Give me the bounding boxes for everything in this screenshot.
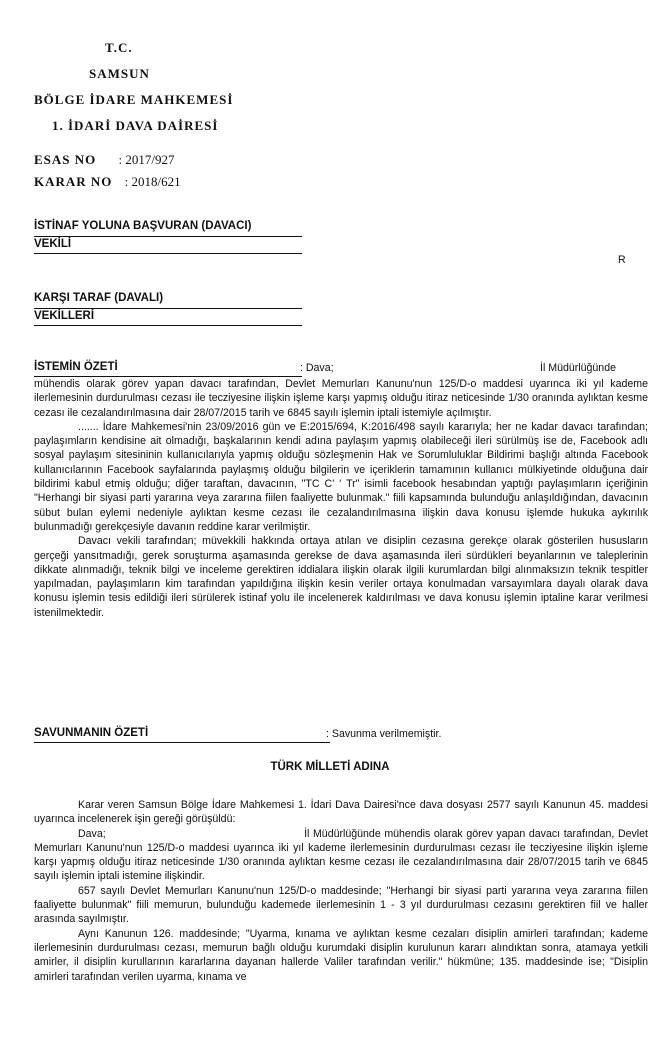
istemin-ozeti-lead: : Dava; — [300, 362, 334, 374]
savunma-text: : Savunma verilmemiştir. — [326, 728, 442, 740]
karar-paragraph: Karar veren Samsun Bölge İdare Mahkemesi 1. İdari Dava Dairesi'nce dava dosyası 2577 sayılı Kanunun 45. maddesi uyarınca incelenerek işin gereği görüşüldü: — [34, 799, 648, 826]
savunma-underline — [34, 742, 330, 743]
appellant-vekil-underline — [34, 253, 302, 254]
turk-milleti-adina-title: TÜRK MİLLETİ ADINA — [270, 761, 390, 773]
karar-label: KARAR NO — [34, 174, 113, 189]
istemin-ozeti-paragraph: mühendis olarak görev yapan davacı tarafından, Devlet Memurları Kanunu'nun 125/D-o maddesi uyarınca iki yıl kademe ilerlemesinin durdurulması cezası ile tecziyesine ilişkin işleme karşı yapmış olduğu itiraz neticesinde 1/30 oranında aylıktan kesme cezası ile cezalandırılmasına dair 28/07/2015 tarih ve 6845 sayılı işlemin iptali istemiyle açılmıştır. — [34, 378, 648, 419]
appellant-vekil-label: VEKİLİ — [34, 238, 72, 250]
header-city: SAMSUN — [89, 66, 150, 81]
respondent-underline — [34, 308, 302, 309]
istemin-ozeti-body — [34, 377, 648, 620]
istemin-ozeti-paragraph: Davacı vekili tarafından; müvekkili hakkında ortaya atılan ve disiplin cezasına gerekçe olarak gösterilen hususların gerçeği yansıtmadığı, gerek soruşturma aşamasında gerekse de dava aşamasında ileri sürdükleri beyanlarının ve taleplerinin dikkate alınmadığı, teknik bilgi ve inceleme gerektiren iddialara ilişkin olarak ilgili kurumlardan bilgi alınmaksızın teknik tespitler yapılmadan, paylaşımların kim tarafından yapıldığına ilişkin kesin veriler ortaya konulmadan varsayımlara dayalı olarak dava konusu işlemin tesis edildiği ileri sürülerek istinaf yolu ile incelenerek kaldırılması ve dava konusu işlemin iptaline karar verilmesi istenilmektedir. — [34, 535, 648, 619]
header-chamber: 1. İDARİ DAVA DAİRESİ — [52, 118, 219, 133]
karar-row — [34, 174, 181, 190]
header-tc: T.C. — [105, 40, 133, 55]
appellant-title: İSTİNAF YOLUNA BAŞVURAN (DAVACI) — [34, 220, 252, 232]
header-court: BÖLGE İDARE MAHKEMESİ — [34, 92, 234, 107]
karar-paragraph: Aynı Kanunun 126. maddesinde; "Uyarma, kınama ve aylıktan kesme cezaları disiplin amirleri tarafından; kademe ilerlemesinin durdurulması cezası, memurun bağlı olduğu kurumdaki disiplin kurulunun kararı alındıktan sonra, atamaya yetkili amirler, il disiplin kurullarının kararlarına dayanan hallerde Valiler tarafından verilir." hükmüne; 135. maddesinde ise; "Disiplin amirleri tarafından verilen uyarma, kınama ve — [34, 927, 648, 983]
istemin-ozeti-lead-right: İl Müdürlüğünde — [540, 362, 616, 374]
esas-label: ESAS NO — [34, 152, 97, 167]
esas-row — [34, 152, 175, 168]
savunma-heading: SAVUNMANIN ÖZETİ — [34, 727, 149, 739]
esas-value: : 2017/927 — [118, 152, 175, 167]
appellant-underline — [34, 236, 302, 237]
karar-paragraph: 657 sayılı Devlet Memurları Kanunu'nun 125/D-o maddesinde; "Herhangi bir siyasi parti yararına veya zararına fiilen faaliyette bulunmak" fiili memurun, bulunduğu kademede ilerlemesinin 1 - 3 yıl durdurulması cezasını gerektiren fiil ve haller arasında sayılmıştır. — [34, 884, 648, 926]
istemin-ozeti-heading: İSTEMİN ÖZETİ — [34, 361, 118, 373]
respondent-title: KARŞI TARAF (DAVALI) — [34, 292, 164, 304]
karar-body — [34, 798, 651, 984]
karar-value: : 2018/621 — [124, 174, 181, 189]
redacted-stray-letter: R — [618, 254, 626, 266]
karar-paragraph: Dava; İl Müdürlüğünde mühendis olarak görev yapan davacı tarafından, Devlet Memurları Kanunu'nun 125/D-o maddesi uyarınca iki yıl kademe ilerlemesinin durdurulması cezası ile tecziyesine ilişkin işleme karşı yapmış olduğu itiraz neticesinde 1/30 oranında aylıktan kesme cezası ile cezalandırılmasına dair 28/07/2015 tarih ve 6845 sayılı işlemin iptali istemine ilişkindir. — [34, 827, 651, 883]
respondent-vekil-label: VEKİLLERİ — [34, 310, 95, 322]
respondent-vekil-underline — [34, 325, 302, 326]
istemin-ozeti-paragraph: ....... İdare Mahkemesi'nin 23/09/2016 gün ve E:2015/694, K:2016/498 sayılı kararıyla; her ne kadar davacı tarafından; paylaşımların kendisine ait olmadığı, başkalarının kendi adına paylaşım yapmış olabileceği ileri sürülmüş ise de, Facebook adlı sosyal paylaşım sitesininin kullanıcılarıyla yapmış olduğu sözleşmenin Hak ve Sorumluluklar Bildirimi başlığı altında Facebook kullanıcılarının Facebook sayfalarında paylaşmış olduğu bilgilerin ve içeriklerin tamamının kullanıcı mülkiyetinde olduğuna dair bildirimi kabul etmiş olduğu; diğer taraftan, davacının, "TC C' ' Tr" isimli facebook hesabından yaptığı paylaşımların içeriğinin "Herhangi bir siyasi parti yararına veya zararına fiilen faaliyette bulunmak." fiili kapsamında bulunduğu anlaşıldığından, davacının sübut bulan eylemi nedeniyle aylıktan kesme cezası ile cezalandırılmasına ilişkin dava konusu işlemde hukuka aykırılık bulunmadığı gerekçesiyle davanın reddine karar verilmiştir. — [34, 420, 648, 533]
